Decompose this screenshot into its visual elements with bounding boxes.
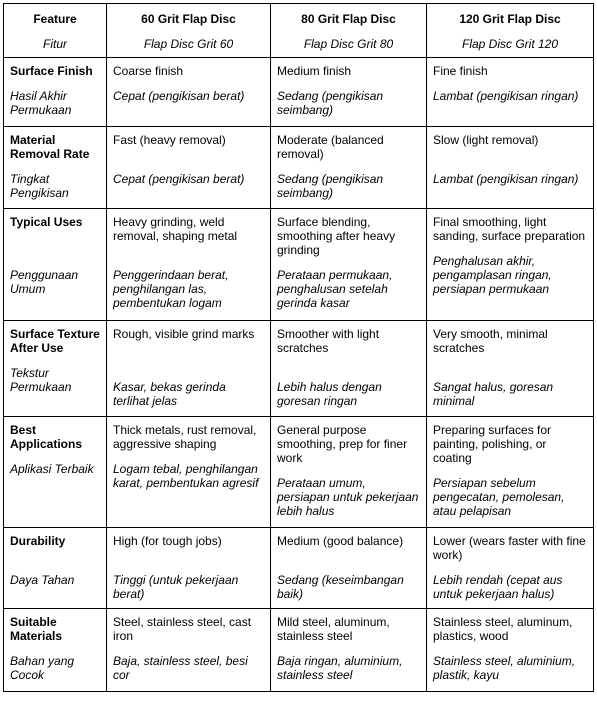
grit-80-id: Sedang (pengikisan seimbang) bbox=[277, 172, 384, 200]
grit-60-en: High (for tough jobs) bbox=[113, 534, 222, 548]
table-row bbox=[4, 609, 594, 692]
flap-disc-comparison-table bbox=[3, 3, 594, 692]
grit-80-cell bbox=[271, 528, 427, 609]
grit-120-cell bbox=[427, 528, 594, 609]
header-60-grit-en: 60 Grit Flap Disc bbox=[141, 12, 236, 26]
feature-cell bbox=[4, 609, 107, 692]
feature-id: Tingkat Pengikisan bbox=[10, 172, 69, 200]
grit-80-en: Moderate (balanced removal) bbox=[277, 133, 384, 161]
grit-120-en: Preparing surfaces for painting, polishing, or coating bbox=[433, 423, 552, 465]
table-row bbox=[4, 321, 594, 417]
grit-120-en: Final smoothing, light sanding, surface preparation bbox=[433, 215, 586, 243]
feature-id: Bahan yang Cocok bbox=[10, 654, 75, 682]
grit-60-id: Logam tebal, penghilangan karat, pembentukan agresif bbox=[113, 462, 259, 490]
header-60-grit bbox=[107, 4, 271, 58]
grit-80-en: General purpose smoothing, prep for finer work bbox=[277, 423, 408, 465]
header-feature-id: Fitur bbox=[43, 37, 67, 51]
feature-en: Typical Uses bbox=[10, 215, 83, 229]
grit-60-en: Steel, stainless steel, cast iron bbox=[113, 615, 252, 643]
table-row bbox=[4, 209, 594, 321]
feature-id: Daya Tahan bbox=[10, 573, 75, 587]
grit-120-id: Persiapan sebelum pengecatan, pemolesan, atau pelapisan bbox=[433, 476, 565, 518]
grit-80-id: Perataan permukaan, penghalusan setelah gerinda kasar bbox=[277, 268, 393, 310]
grit-120-en: Lower (wears faster with fine work) bbox=[433, 534, 586, 562]
grit-60-en: Coarse finish bbox=[113, 64, 184, 78]
grit-60-cell bbox=[107, 609, 271, 692]
grit-120-cell bbox=[427, 321, 594, 417]
grit-120-id: Sangat halus, goresan minimal bbox=[433, 380, 554, 408]
grit-60-en: Rough, visible grind marks bbox=[113, 327, 255, 341]
header-120-grit bbox=[427, 4, 594, 58]
grit-60-id: Penggerindaan berat, penghilangan las, pembentukan logam bbox=[113, 268, 229, 310]
grit-120-cell bbox=[427, 127, 594, 209]
grit-80-id: Sedang (pengikisan seimbang) bbox=[277, 89, 384, 117]
comparison-table-wrapper bbox=[3, 3, 594, 692]
feature-cell bbox=[4, 58, 107, 127]
header-80-grit bbox=[271, 4, 427, 58]
grit-120-cell bbox=[427, 609, 594, 692]
feature-en: Durability bbox=[10, 534, 66, 548]
feature-en: Material Removal Rate bbox=[10, 133, 90, 161]
grit-120-cell bbox=[427, 417, 594, 528]
table-row bbox=[4, 127, 594, 209]
header-feature-en: Feature bbox=[33, 12, 77, 26]
grit-60-id: Tinggi (untuk pekerjaan berat) bbox=[113, 573, 239, 601]
grit-60-cell bbox=[107, 58, 271, 127]
grit-80-cell bbox=[271, 127, 427, 209]
header-60-grit-id: Flap Disc Grit 60 bbox=[143, 37, 234, 51]
feature-en: Surface Finish bbox=[10, 64, 93, 78]
grit-60-en: Thick metals, rust removal, aggressive shaping bbox=[113, 423, 257, 451]
grit-120-id: Penghalusan akhir, pengamplasan ringan, persiapan permukaan bbox=[433, 254, 552, 296]
feature-cell bbox=[4, 209, 107, 321]
feature-en: Suitable Materials bbox=[10, 615, 63, 643]
grit-120-en: Fine finish bbox=[433, 64, 488, 78]
grit-60-id: Baja, stainless steel, besi cor bbox=[113, 654, 248, 682]
grit-60-id: Kasar, bekas gerinda terlihat jelas bbox=[113, 380, 226, 408]
grit-120-id: Lebih rendah (cepat aus untuk pekerjaan halus) bbox=[433, 573, 563, 601]
grit-80-en: Medium finish bbox=[277, 64, 352, 78]
grit-120-en: Very smooth, minimal scratches bbox=[433, 327, 548, 355]
header-120-grit-en: 120 Grit Flap Disc bbox=[459, 12, 561, 26]
grit-60-cell bbox=[107, 417, 271, 528]
table-header-row bbox=[4, 4, 594, 58]
grit-120-id: Lambat (pengikisan ringan) bbox=[433, 89, 579, 103]
grit-60-id: Cepat (pengikisan berat) bbox=[113, 172, 245, 186]
grit-60-en: Heavy grinding, weld removal, shaping metal bbox=[113, 215, 238, 243]
grit-80-cell bbox=[271, 321, 427, 417]
feature-id: Aplikasi Terbaik bbox=[10, 462, 94, 476]
grit-80-id: Perataan umum, persiapan untuk pekerjaan lebih halus bbox=[277, 476, 419, 518]
grit-60-cell bbox=[107, 528, 271, 609]
grit-120-cell bbox=[427, 209, 594, 321]
feature-cell bbox=[4, 528, 107, 609]
grit-80-en: Surface blending, smoothing after heavy grinding bbox=[277, 215, 396, 257]
feature-id: Hasil Akhir Permukaan bbox=[10, 89, 72, 117]
grit-60-cell bbox=[107, 321, 271, 417]
grit-120-en: Stainless steel, aluminum, plastics, wood bbox=[433, 615, 573, 643]
header-feature bbox=[4, 4, 107, 58]
table-row bbox=[4, 417, 594, 528]
header-80-grit-id: Flap Disc Grit 80 bbox=[303, 37, 394, 51]
grit-120-id: Stainless steel, aluminium, plastik, kayu bbox=[433, 654, 576, 682]
feature-cell bbox=[4, 417, 107, 528]
grit-60-cell bbox=[107, 209, 271, 321]
grit-80-id: Lebih halus dengan goresan ringan bbox=[277, 380, 382, 408]
grit-80-cell bbox=[271, 609, 427, 692]
table-row bbox=[4, 528, 594, 609]
grit-80-en: Mild steel, aluminum, stainless steel bbox=[277, 615, 390, 643]
header-120-grit-id: Flap Disc Grit 120 bbox=[461, 37, 559, 51]
grit-80-cell bbox=[271, 209, 427, 321]
grit-80-cell bbox=[271, 58, 427, 127]
feature-cell bbox=[4, 321, 107, 417]
feature-id: Penggunaan Umum bbox=[10, 268, 79, 296]
table-row bbox=[4, 58, 594, 127]
grit-120-id: Lambat (pengikisan ringan) bbox=[433, 172, 579, 186]
header-80-grit-en: 80 Grit Flap Disc bbox=[301, 12, 396, 26]
grit-80-en: Medium (good balance) bbox=[277, 534, 404, 548]
grit-60-en: Fast (heavy removal) bbox=[113, 133, 226, 147]
grit-60-id: Cepat (pengikisan berat) bbox=[113, 89, 245, 103]
feature-id: Tekstur Permukaan bbox=[10, 366, 72, 394]
grit-80-cell bbox=[271, 417, 427, 528]
grit-120-cell bbox=[427, 58, 594, 127]
feature-en: Surface Texture After Use bbox=[10, 327, 100, 355]
grit-80-id: Sedang (keseimbangan baik) bbox=[277, 573, 404, 601]
grit-80-en: Smoother with light scratches bbox=[277, 327, 380, 355]
feature-en: Best Applications bbox=[10, 423, 83, 451]
grit-80-id: Baja ringan, aluminium, stainless steel bbox=[277, 654, 403, 682]
grit-60-cell bbox=[107, 127, 271, 209]
feature-cell bbox=[4, 127, 107, 209]
grit-120-en: Slow (light removal) bbox=[433, 133, 539, 147]
